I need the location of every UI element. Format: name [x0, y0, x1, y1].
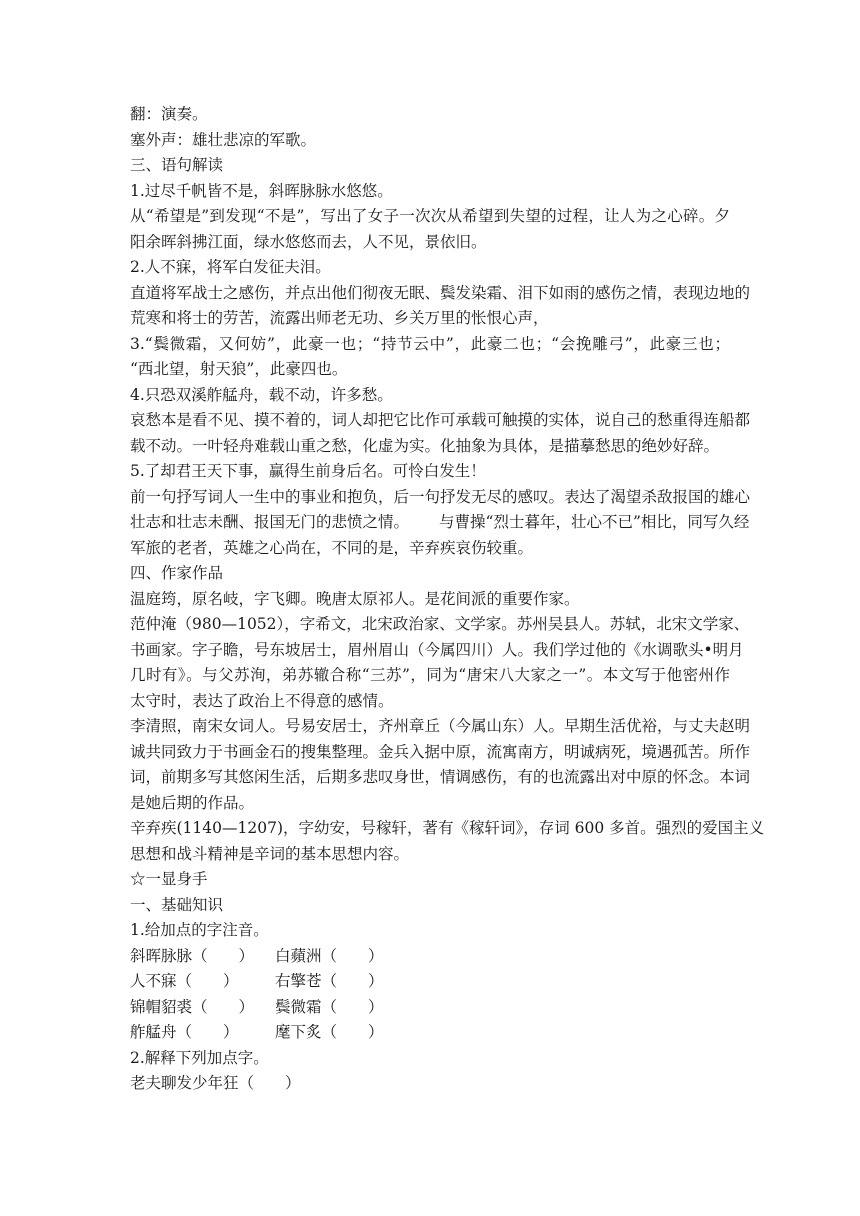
- fill-in-item: 人不寐（ ）: [130, 972, 239, 990]
- text-segment: 壮志和壮志未酬、报国无门的悲愤之情。: [130, 513, 410, 531]
- text-line: 是她后期的作品。: [130, 793, 255, 812]
- text-line: 范仲淹（980—1052），字希文，北宋政治家、文学家。苏州吴县人。苏轼，北宋文学家、: [130, 615, 750, 633]
- section-heading: 一、基础知识: [130, 895, 224, 914]
- text-line: 温庭筠，原名岐，字飞卿。晚唐太原祁人。是花间派的重要作家。: [130, 589, 580, 608]
- fill-in-item: 鬓微霜（ ）: [275, 997, 384, 1016]
- text-line: 阳余晖斜拂江面，绿水悠悠而去，人不见，景依旧。: [130, 232, 487, 251]
- section-heading: 三、语句解读: [130, 156, 224, 174]
- text-line: 诚共同致力于书画金石的搜集整理。金兵入据中原，流寓南方，明诚病死，境遇孤苦。所作: [130, 742, 751, 761]
- quote-line: 5.了却君王天下事，赢得生前身后名。可怜白发生！: [130, 462, 486, 480]
- fill-in-item: 舴艋舟（ ）: [130, 1023, 239, 1041]
- text-line: [130, 510, 750, 536]
- text-line: 哀愁本是看不见、摸不着的，词人却把它比作可承载可触摸的实体，说自己的愁重得连船都: [130, 411, 751, 429]
- text-line: 思想和战斗精神是辛词的基本思想内容。: [130, 844, 410, 863]
- fill-in-item: 右擎苍（ ）: [275, 972, 384, 990]
- text-line: 军旅的老者，英雄之心尚在，不同的是，辛弃疾哀伤较重。: [130, 538, 534, 557]
- text-line: 从“希望是”到发现“不是”，写出了女子一次次从希望到失望的过程，让人为之心碎。夕: [130, 207, 730, 225]
- fill-in-row: [130, 944, 730, 970]
- text-line: 词，前期多写其悠闲生活，后期多悲叹身世，情调感伤，有的也流露出对中原的怀念。本词: [130, 768, 751, 786]
- text-segment: 与曹操“烈士暮年，壮心不已”相比，同写久经: [439, 513, 750, 531]
- text-line: 荒寒和将士的劳苦，流露出师老无功、乡关万里的怅恨心声，: [130, 309, 549, 327]
- text-line: 书画家。字子瞻，号东坡居士，眉州眉山（今属四川）人。我们学过他的《水调歌头•明月: [130, 640, 744, 659]
- fill-in-item: 斜晖脉脉（ ）: [130, 946, 255, 965]
- fill-in-item: 白蘋洲（ ）: [275, 946, 384, 965]
- text-line: 塞外声：雄壮悲凉的军歌。: [130, 130, 317, 149]
- quote-line: 1.过尽千帆皆不是，斜晖脉脉水悠悠。: [130, 181, 393, 200]
- fill-in-row: [130, 995, 730, 1021]
- question-line: 1.给加点的字注音。: [130, 921, 269, 939]
- text-line: 李清照，南宋女词人。号易安居士，齐州章丘（今属山东）人。早期生活优裕，与丈夫赵明: [130, 717, 751, 735]
- text-line: 几时有》。与父苏洵，弟苏辙合称“三苏”，同为“唐宋八大家之一”。本文写于他密州作: [130, 666, 730, 684]
- text-line: 太守时，表达了政治上不得意的感情。: [130, 691, 394, 710]
- section-heading: ☆一显身手: [130, 870, 208, 888]
- fill-in-item: 锦帽貂裘（ ）: [130, 997, 255, 1016]
- fill-in-row: [130, 969, 730, 995]
- fill-in-item: 麾下炙（ ）: [275, 1023, 384, 1041]
- quote-line: 2.人不寐，将军白发征夫泪。: [130, 258, 331, 276]
- fill-in-item: 老夫聊发少年狂（ ）: [130, 1074, 301, 1092]
- quote-line: 4.只恐双溪舴艋舟，载不动，许多愁。: [130, 385, 393, 404]
- fill-in-row: [130, 1020, 730, 1046]
- text-line: 载不动。一叶轻舟难载山重之愁，化虚为实。化抽象为具体，是描摹愁思的绝妙好辞。: [130, 436, 720, 455]
- text-line: 辛弃疾(1140—1207)，字幼安，号稼轩，著有《稼轩词》，存词 600 多首。强烈的爱国主义: [130, 819, 765, 837]
- question-line: 2.解释下列加点字。: [130, 1048, 269, 1067]
- quote-line: 3.“鬓微霜，又何妨”，此豪一也；“持节云中”，此豪二也；“会挽雕弓”，此豪三也；: [130, 334, 730, 353]
- text-line: 直道将军战士之感伤，并点出他们彻夜无眠、鬓发染霜、泪下如雨的感伤之情，表现边地的: [130, 283, 751, 302]
- text-line: “西北望，射天狼”，此豪四也。: [130, 360, 348, 378]
- text-line: 前一句抒写词人一生中的事业和抱负，后一句抒发无尽的感叹。表达了渴望杀敌报国的雄心: [130, 487, 751, 506]
- document-body: [130, 102, 765, 1097]
- text-line: 翻：演奏。: [130, 105, 208, 123]
- section-heading: 四、作家作品: [130, 564, 224, 582]
